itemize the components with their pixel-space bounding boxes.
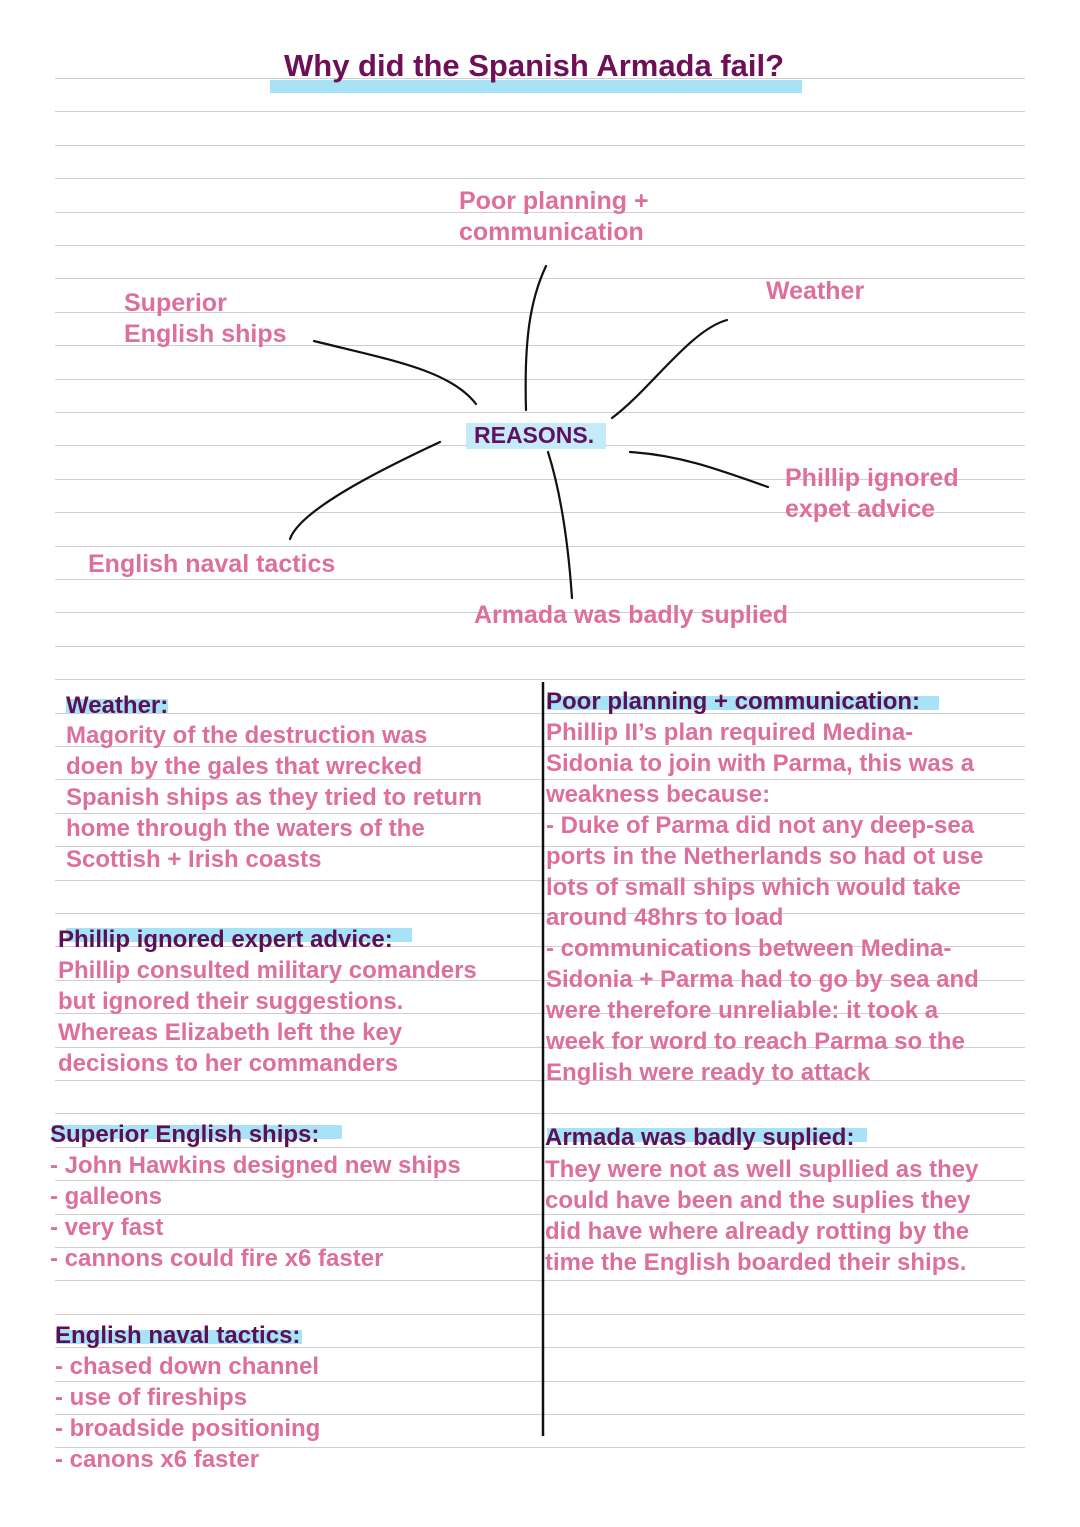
section-planning-body: Phillip II’s plan required Medina- Sidonia to join with Parma, this was a weakness because: - Duke of Parma did not any deep-sea ports in the Netherlands so had ot use lots of small ships which would take around 48hrs to load - communications between Medina- Sidonia + Parma had to go by sea and were therefore unreliable: it took a week for word to reach Parma so the English were ready to attack bbox=[546, 719, 984, 1086]
section-planning-heading bbox=[546, 688, 920, 716]
section-tactics-body: - chased down channel - use of fireships - broadside positioning - canons x6 faster bbox=[55, 1353, 321, 1473]
node-weather bbox=[766, 276, 864, 307]
section-weather-heading bbox=[66, 692, 168, 720]
node-superior-ships bbox=[124, 288, 287, 350]
mindmap-center: REASONS. bbox=[474, 422, 595, 448]
heading-colon: : bbox=[846, 1124, 855, 1151]
heading-colon: : bbox=[160, 692, 169, 719]
node-poor-planning bbox=[459, 186, 649, 248]
node-line: expet advice bbox=[785, 495, 936, 523]
node-naval-tactics bbox=[88, 549, 335, 580]
section-weather-body: Magority of the destruction was doen by the gales that wrecked Spanish ships as they tried to return home through the waters of the Scottish + Irish coasts bbox=[66, 722, 483, 873]
connector-weather bbox=[612, 320, 727, 418]
node-line: Superior bbox=[124, 289, 227, 317]
section-ships-body: - John Hawkins designed new ships - galleons - very fast - cannons could fire x6 faster bbox=[50, 1152, 461, 1272]
section-expert-advice-body: Phillip consulted military comanders but ignored their suggestions. Whereas Elizabeth left the key decisions to her commanders bbox=[58, 957, 477, 1077]
heading-text: English naval tactics bbox=[55, 1322, 293, 1349]
connector-poor-planning bbox=[526, 266, 546, 410]
heading-colon: : bbox=[292, 1322, 301, 1349]
node-badly-supplied bbox=[474, 600, 788, 631]
heading-text: Phillip ignored expert advice bbox=[58, 926, 385, 953]
node-line: English naval tactics bbox=[88, 550, 336, 578]
connector-phillip-ignored bbox=[630, 452, 768, 487]
connector-superior-ships bbox=[314, 341, 476, 404]
node-line: communication bbox=[459, 218, 644, 246]
section-supplied-heading bbox=[545, 1124, 854, 1152]
heading-text: Superior English ships bbox=[50, 1121, 312, 1148]
heading-text: Poor planning + communication bbox=[546, 688, 913, 715]
node-line: English ships bbox=[124, 320, 287, 348]
page-title: Why did the Spanish Armada fail? bbox=[284, 48, 785, 83]
heading-colon: : bbox=[311, 1121, 320, 1148]
connector-badly-supplied bbox=[548, 452, 572, 598]
node-phillip-ignored bbox=[785, 463, 959, 525]
heading-colon: : bbox=[912, 688, 921, 715]
heading-text: Weather bbox=[66, 692, 161, 719]
node-line: Poor planning + bbox=[459, 187, 649, 215]
section-expert-advice-heading bbox=[58, 926, 393, 954]
section-tactics-heading bbox=[55, 1322, 300, 1350]
section-supplied-body: They were not as well supllied as they could have been and the suplies they did have where already rotting by the time the English boarded their ships. bbox=[545, 1156, 979, 1276]
node-line: Weather bbox=[766, 277, 865, 305]
section-ships-heading bbox=[50, 1121, 319, 1149]
connector-naval-tactics bbox=[290, 442, 440, 539]
heading-colon: : bbox=[384, 926, 393, 953]
heading-text: Armada was badly suplied bbox=[545, 1124, 847, 1151]
node-line: Phillip ignored bbox=[785, 464, 959, 492]
node-line: Armada was badly suplied bbox=[474, 601, 788, 629]
